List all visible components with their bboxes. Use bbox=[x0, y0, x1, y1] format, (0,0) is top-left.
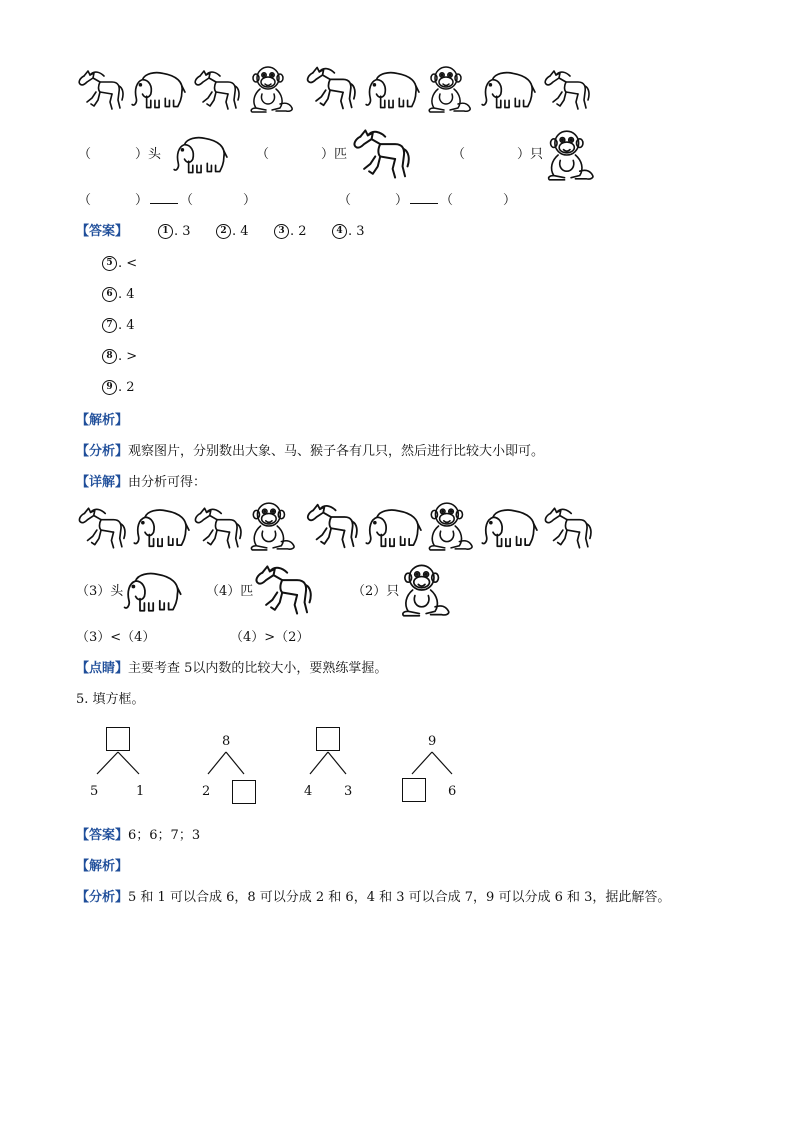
fenxi-text: 观察图片，分别数出大象、马、猴子各有几只，然后进行比较大小即可。 bbox=[128, 444, 545, 459]
blank-box[interactable] bbox=[232, 780, 256, 804]
elephant-icon bbox=[128, 69, 186, 111]
number-tree bbox=[398, 722, 478, 802]
count-blank-elephant: （ ）头 bbox=[78, 147, 162, 162]
blank-box[interactable] bbox=[402, 778, 426, 802]
dianjing-line bbox=[76, 661, 387, 677]
answer-item: 6 . 4 bbox=[102, 287, 135, 303]
horse-icon bbox=[348, 126, 410, 182]
monkey-icon bbox=[542, 128, 598, 182]
number-tree bbox=[196, 722, 276, 802]
number-tree bbox=[84, 722, 164, 802]
horse-icon bbox=[540, 68, 590, 112]
q5-fenxi-text: 5 和 1 可以合成 6，8 可以分成 2 和 6，4 和 3 可以合成 7，9 可以分成 6 和 3，据此解答。 bbox=[128, 890, 671, 905]
horse-unit: 匹 bbox=[334, 147, 348, 162]
compare-result-2: （4）>（2） bbox=[230, 630, 310, 645]
elephant-icon bbox=[362, 506, 422, 550]
q5-fenxi-line bbox=[76, 890, 670, 906]
count-blank-monkey: （ ）只 bbox=[452, 147, 544, 162]
monkey-unit: 只 bbox=[530, 147, 544, 162]
monkey-icon bbox=[246, 500, 298, 552]
elephant-icon bbox=[170, 134, 228, 176]
tree-right: 1 bbox=[136, 784, 145, 799]
monkey-icon bbox=[396, 562, 454, 618]
dianjing-tag: 【点睛】 bbox=[76, 661, 129, 676]
fenxi-tag: 【分析】 bbox=[76, 444, 129, 459]
answer-item: 1 . 3 bbox=[158, 224, 191, 240]
q5-answer-line bbox=[76, 828, 200, 844]
monkey-icon bbox=[424, 64, 474, 114]
horse-icon bbox=[190, 68, 240, 112]
xiangjie-tag: 【详解】 bbox=[76, 475, 129, 490]
horse-icon bbox=[302, 500, 358, 552]
monkey-icon bbox=[424, 500, 476, 552]
horse-icon bbox=[74, 68, 124, 112]
horse-icon bbox=[540, 504, 592, 552]
tree-right: 3 bbox=[344, 784, 353, 799]
count-blank-horse: （ ）匹 bbox=[256, 147, 348, 162]
horse-icon bbox=[74, 504, 126, 552]
compare-blank-2: （ ） （ ） bbox=[338, 193, 517, 208]
compare-blank-1: （ ） （ ） bbox=[78, 193, 257, 208]
elephant-icon bbox=[120, 570, 182, 614]
xiangjie-line bbox=[76, 475, 206, 491]
tree-top: 9 bbox=[428, 734, 437, 749]
count-monkey: （2）只 bbox=[352, 584, 400, 599]
q5-answer-text: 6；6；7；3 bbox=[128, 828, 201, 843]
answer-item: 3 . 2 bbox=[274, 224, 307, 240]
elephant-icon bbox=[478, 506, 538, 550]
compare-result-1: （3）<（4） bbox=[76, 630, 156, 645]
tree-left: 2 bbox=[202, 784, 211, 799]
tree-right: 6 bbox=[448, 784, 457, 799]
elephant-icon bbox=[478, 69, 536, 111]
elephant-icon bbox=[362, 69, 420, 111]
q5-answer-tag: 【答案】 bbox=[76, 828, 129, 843]
answer-item: 9 . 2 bbox=[102, 380, 135, 396]
answer-item: 8 . > bbox=[102, 349, 137, 365]
dianjing-text: 主要考查 5以内数的比较大小，要熟练掌握。 bbox=[128, 661, 388, 676]
analysis-tag: 【解析】 bbox=[76, 413, 129, 428]
tree-left: 4 bbox=[304, 784, 313, 799]
tree-left: 5 bbox=[90, 784, 99, 799]
horse-icon bbox=[302, 64, 356, 112]
number-tree bbox=[298, 722, 378, 802]
q5-fenxi-tag: 【分析】 bbox=[76, 890, 129, 905]
answer-item: 2 . 4 bbox=[216, 224, 249, 240]
q5-title: 5. 填方框。 bbox=[76, 692, 145, 707]
answer-item: 5 . < bbox=[102, 256, 137, 272]
answer-item: 7 . 4 bbox=[102, 318, 135, 334]
horse-icon bbox=[190, 504, 242, 552]
tree-top: 8 bbox=[222, 734, 231, 749]
count-elephant: （3）头 bbox=[76, 584, 124, 599]
monkey-icon bbox=[246, 64, 296, 114]
fenxi-line bbox=[76, 444, 544, 460]
elephant-unit: 头 bbox=[148, 147, 162, 162]
answer-item: 4 . 3 bbox=[332, 224, 365, 240]
animal-row-top bbox=[74, 66, 594, 116]
elephant-icon bbox=[130, 506, 190, 550]
animal-row-detail bbox=[74, 500, 594, 556]
horse-icon bbox=[250, 562, 312, 618]
answer-tag: 【答案】 bbox=[76, 224, 129, 239]
xiangjie-text: 由分析可得： bbox=[128, 475, 207, 490]
q5-analysis-tag: 【解析】 bbox=[76, 859, 129, 874]
count-horse: （4）匹 bbox=[206, 584, 254, 599]
